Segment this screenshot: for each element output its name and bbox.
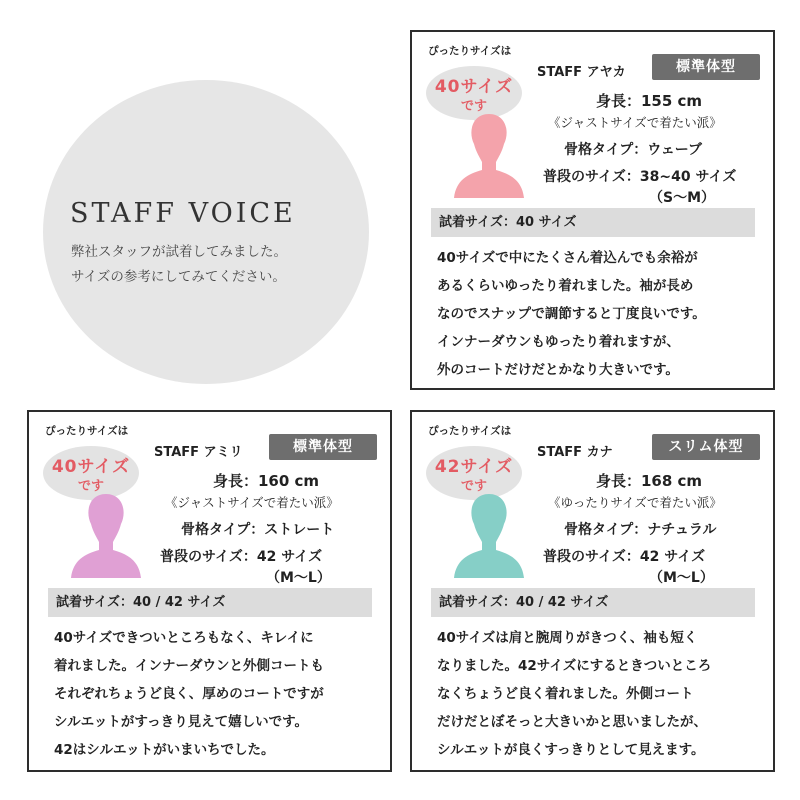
body-type-badge: スリム体型 <box>652 434 760 460</box>
bubble-size: 42サイズ <box>434 457 514 477</box>
usual-size-note: （M〜L） <box>266 570 331 586</box>
usual-size-note: （S〜M） <box>649 190 716 206</box>
frame-type-text: 骨格タイプ：ナチュラル <box>564 522 717 538</box>
bubble-caption: ぴったりサイズは <box>428 425 512 437</box>
body-type-badge: 標準体型 <box>652 54 760 80</box>
review-line: 40サイズできついところもなく、キレイに <box>54 630 314 646</box>
preference-text: 《ゆったりサイズで着たい派》 <box>548 495 722 510</box>
review-line: シルエットが良くすっきりとして見えます。 <box>437 742 705 758</box>
intro-line-1: 弊社スタッフが試着してみました。 <box>71 244 287 260</box>
trial-size-bar: 試着サイズ：40 / 42 サイズ <box>431 588 755 617</box>
intro-title: STAFF VOICE <box>70 198 296 229</box>
bubble-size: 40サイズ <box>434 77 514 97</box>
woman-silhouette-icon <box>69 488 143 578</box>
staff-card-amiri <box>27 410 392 772</box>
preference-text: 《ジャストサイズで着たい派》 <box>548 115 722 130</box>
woman-silhouette-icon <box>452 488 526 578</box>
woman-silhouette-icon <box>452 108 526 198</box>
review-line: 40サイズで中にたくさん着込んでも余裕が <box>437 250 698 266</box>
review-line: 外のコートだけだとかなり大きいです。 <box>437 362 679 378</box>
review-line: あるくらいゆったり着れました。袖が長め <box>437 278 694 294</box>
staff-card-kana <box>410 410 775 772</box>
review-line: それぞれちょうど良く、厚めのコートですが <box>54 686 324 702</box>
review-line: シルエットがすっきり見えて嬉しいです。 <box>54 714 309 730</box>
height-text: 身長：160 cm <box>213 472 320 490</box>
review-line: なくちょうど良く着れました。外側コート <box>437 686 694 702</box>
height-text: 身長：155 cm <box>596 92 703 110</box>
review-line: インナーダウンもゆったり着れますが、 <box>437 334 680 350</box>
review-line: 40サイズは肩と腕周りがきつく、袖も短く <box>437 630 698 646</box>
bubble-size: 40サイズ <box>51 457 131 477</box>
bubble-desu: です <box>77 479 104 494</box>
intro-circle <box>43 80 369 384</box>
review-line: 着れました。インナーダウンと外側コートも <box>54 658 324 674</box>
intro-line-2: サイズの参考にしてみてください。 <box>71 269 286 285</box>
body-type-badge: 標準体型 <box>269 434 377 460</box>
usual-size-text: 普段のサイズ：38~40 サイズ <box>543 169 737 185</box>
staff-name: STAFF アミリ <box>154 445 243 460</box>
bubble-desu: です <box>460 479 487 494</box>
usual-size-text: 普段のサイズ：42 サイズ <box>543 549 706 565</box>
review-line: だけだとぼそっと大きいかと思いましたが、 <box>437 714 707 730</box>
review-line: なのでスナップで調節すると丁度良いです。 <box>437 306 706 322</box>
frame-type-text: 骨格タイプ：ストレート <box>181 522 335 538</box>
height-text: 身長：168 cm <box>596 472 703 490</box>
usual-size-text: 普段のサイズ：42 サイズ <box>160 549 323 565</box>
usual-size-note: （M〜L） <box>649 570 714 586</box>
staff-name: STAFF カナ <box>537 445 613 460</box>
preference-text: 《ジャストサイズで着たい派》 <box>165 495 339 510</box>
trial-size-bar: 試着サイズ：40 / 42 サイズ <box>48 588 372 617</box>
frame-type-text: 骨格タイプ：ウェーブ <box>564 142 703 158</box>
review-line: なりました。42サイズにするときついところ <box>437 658 712 674</box>
trial-size-bar: 試着サイズ：40 サイズ <box>431 208 755 237</box>
bubble-caption: ぴったりサイズは <box>428 45 512 57</box>
review-line: 42はシルエットがいまいちでした。 <box>54 742 275 758</box>
bubble-desu: です <box>460 99 487 114</box>
bubble-caption: ぴったりサイズは <box>45 425 129 437</box>
staff-card-ayaka <box>410 30 775 390</box>
staff-name: STAFF アヤカ <box>537 65 626 80</box>
